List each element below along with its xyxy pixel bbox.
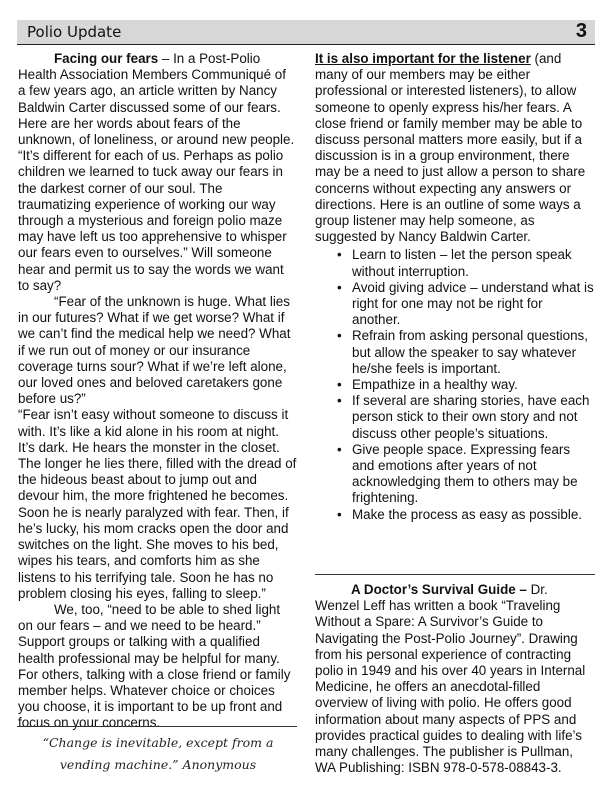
listener-heading: It is also important for the listener xyxy=(315,51,531,66)
page-header xyxy=(17,20,595,45)
list-item: • Give people space. Expressing fears and emotions after years of not acknowledging them to others may be frightening. xyxy=(352,442,594,507)
doctor-guide-text: Dr. Wenzel Leff has written a book “Traveling Without a Spare: A Survivor’s Guide to Navigating the Post-Polio Journey”. Drawing from his personal experience of contracting polio in 1949 and his over 40 years in Internal Medicine, he offers an anecdotal-filled overview of living with polio. He offers good information about many aspects of PPS and provides practical guides to dealing with life’s many challenges. The publisher is Pullman, WA Publishing: ISBN 978-0-578-08843-3. xyxy=(315,582,586,776)
list-item: • Avoid giving advice – understand what is right for one may not be right for another. xyxy=(352,280,594,329)
doctor-guide-heading: A Doctor’s Survival Guide – xyxy=(351,582,527,597)
left-column xyxy=(18,51,297,732)
doctor-guide-section xyxy=(315,582,594,776)
facing-fears-paragraph xyxy=(18,51,297,294)
list-item: • Refrain from asking personal questions, but allow the speaker to say whatever he/she feels is important. xyxy=(352,328,594,377)
right-divider xyxy=(315,574,595,575)
newsletter-title: Polio Update xyxy=(27,23,122,41)
fear-unknown-paragraph: “Fear of the unknown is huge. What lies in our futures? What if we get worse? What if we can’t find the medical help we need? What if we run out of money or our insurance coverage turns sour? What if we’re left alone, our loved ones and beloved caretakers gone before us?” xyxy=(18,294,291,407)
left-divider xyxy=(17,726,297,727)
listener-tips-list xyxy=(315,247,594,522)
listener-text: (and many of our members may be either professional or interested listeners), to allow someone to openly express his/her fears. A close friend or family member may be able to discuss personal matters more easily, but if a discussion is in a group environment, there may be a need to just allow a person to share concerns without expecting any answers or directions. Here is an outline of some ways a group listener may help someone, as suggested by Nancy Baldwin Carter. xyxy=(315,51,586,245)
right-column xyxy=(315,51,594,523)
page-number: 3 xyxy=(575,20,587,42)
list-item: • Empathize in a healthy way. xyxy=(352,377,594,393)
doctor-guide-paragraph xyxy=(315,582,594,776)
list-item: • Learn to listen – let the person speak without interruption. xyxy=(352,247,594,279)
fear-discuss-paragraph: “Fear isn’t easy without someone to discuss it with. It’s like a kid alone in his room at night. It’s dark. He hears the monster in the closet. The longer he lies there, filled with the dread of the hideous beast about to jump out and devour him, the more frightened he becomes. Soon he is nearly paralyzed with fear. Then, if he’s lucky, his mom cracks open the door and switches on the light. She moves to his bed, wipes his tears, and comforts him as she listens to his terrifying tale. Soon he has no problem closing his eyes, falling to sleep.” xyxy=(18,407,297,601)
facing-fears-heading: Facing our fears xyxy=(54,51,159,66)
list-item: • Make the process as easy as possible. xyxy=(352,507,594,523)
shed-light-paragraph: We, too, “need to be able to shed light on our fears – and we need to be heard.” Support groups or talking with a qualified health professional may be helpful for many. For others, talking with a close friend or family member helps. Whatever choice or choices you choose, it is important to be up front and focus on your concerns. xyxy=(18,601,291,731)
facing-fears-text: – In a Post-Polio Health Association Members Communiqué of a few years ago, an article written by Nancy Baldwin Carter discussed some of our fears. Here are her words about fears of the unknown, of loneliness, or around new people. “It’s different for each of us. Perhaps as polio children we learned to tuck away our fears in the darkest corner of our soul. The traumatizing experience of working our way through a mysterious and foreign polio maze may have left us too apprehensive to whisper our fears even to ourselves.” Will someone hear and permit us to say the words we want to say? xyxy=(18,51,295,293)
list-item: • If several are sharing stories, have each person stick to their own story and not discuss other people’s situations. xyxy=(352,393,594,442)
vending-machine-quote: “Change is inevitable, except from a vending machine.” Anonymous xyxy=(42,735,274,772)
listener-paragraph xyxy=(315,51,594,245)
